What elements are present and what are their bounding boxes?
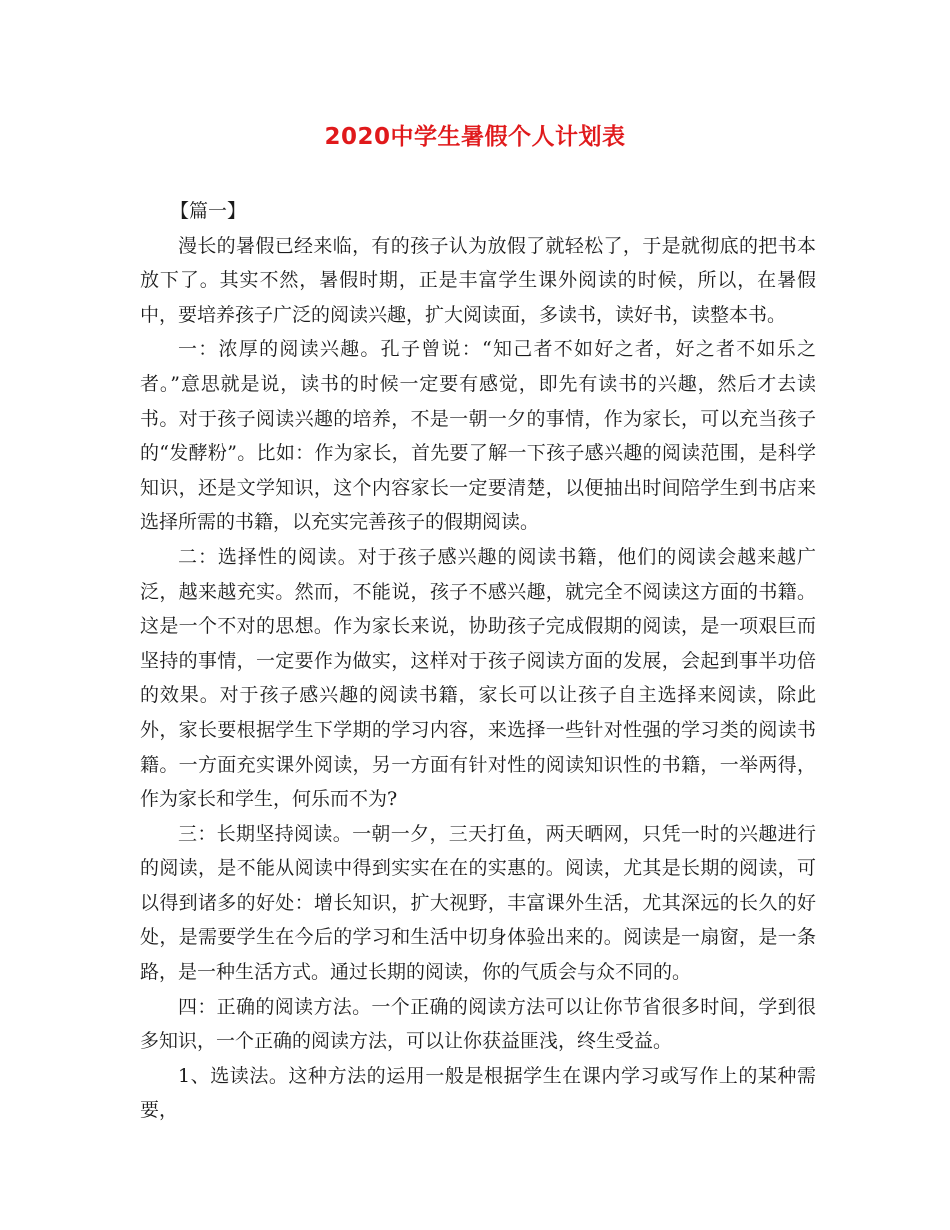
document-body — [140, 194, 816, 1128]
paragraph-intro: 漫长的暑假已经来临，有的孩子认为放假了就轻松了，于是就彻底的把书本放下了。其实不然，暑假时期，正是丰富学生课外阅读的时候，所以，在暑假中，要培养孩子广泛的阅读兴趣，扩大阅读面，多读书，读好书，读整本书。 — [140, 234, 816, 326]
paragraph-method-1: 1、选读法。这种方法的运用一般是根据学生在课内学习或写作上的某种需要， — [140, 1064, 816, 1122]
paragraph-point-2: 二：选择性的阅读。对于孩子感兴趣的阅读书籍，他们的阅读会越来越广泛，越来越充实。然而，不能说，孩子不感兴趣，就完全不阅读这方面的书籍。这是一个不对的思想。作为家长来说，协助孩子完成假期的阅读，是一项艰巨而坚持的事情，一定要作为做实，这样对于孩子阅读方面的发展，会起到事半功倍的效果。对于孩子感兴趣的阅读书籍，家长可以让孩子自主选择来阅读，除此外，家长要根据学生下学期的学习内容，来选择一些针对性强的学习类的阅读书籍。一方面充实课外阅读，另一方面有针对性的阅读知识性的书籍，一举两得，作为家长和学生，何乐而不为? — [140, 545, 816, 811]
section-label: 【篇一】 — [170, 200, 247, 222]
document-title: 2020中学生暑假个人计划表 — [324, 124, 626, 150]
paragraph-point-4: 四：正确的阅读方法。一个正确的阅读方法可以让你节省很多时间，学到很多知识，一个正确的阅读方法，可以让你获益匪浅，终生受益。 — [140, 995, 816, 1053]
paragraph-point-1: 一：浓厚的阅读兴趣。孔子曾说：“知己者不如好之者，好之者不如乐之者。”意思就是说，读书的时候一定要有感觉，即先有读书的兴趣，然后才去读书。对于孩子阅读兴趣的培养，不是一朝一夕的事情，作为家长，可以充当孩子的“发酵粉”。比如：作为家长，首先要了解一下孩子感兴趣的阅读范围，是科学知识，还是文学知识，这个内容家长一定要清楚，以便抽出时间陪学生到书店来选择所需的书籍，以充实完善孩子的假期阅读。 — [140, 338, 816, 534]
paragraph-point-3: 三：长期坚持阅读。一朝一夕，三天打鱼，两天晒网，只凭一时的兴趣进行的阅读，是不能从阅读中得到实实在在的实惠的。阅读，尤其是长期的阅读，可以得到诸多的好处：增长知识，扩大视野，丰富课外生活，尤其深远的长久的好处，是需要学生在今后的学习和生活中切身体验出来的。阅读是一扇窗，是一条路，是一种生活方式。通过长期的阅读，你的气质会与众不同的。 — [140, 822, 816, 984]
